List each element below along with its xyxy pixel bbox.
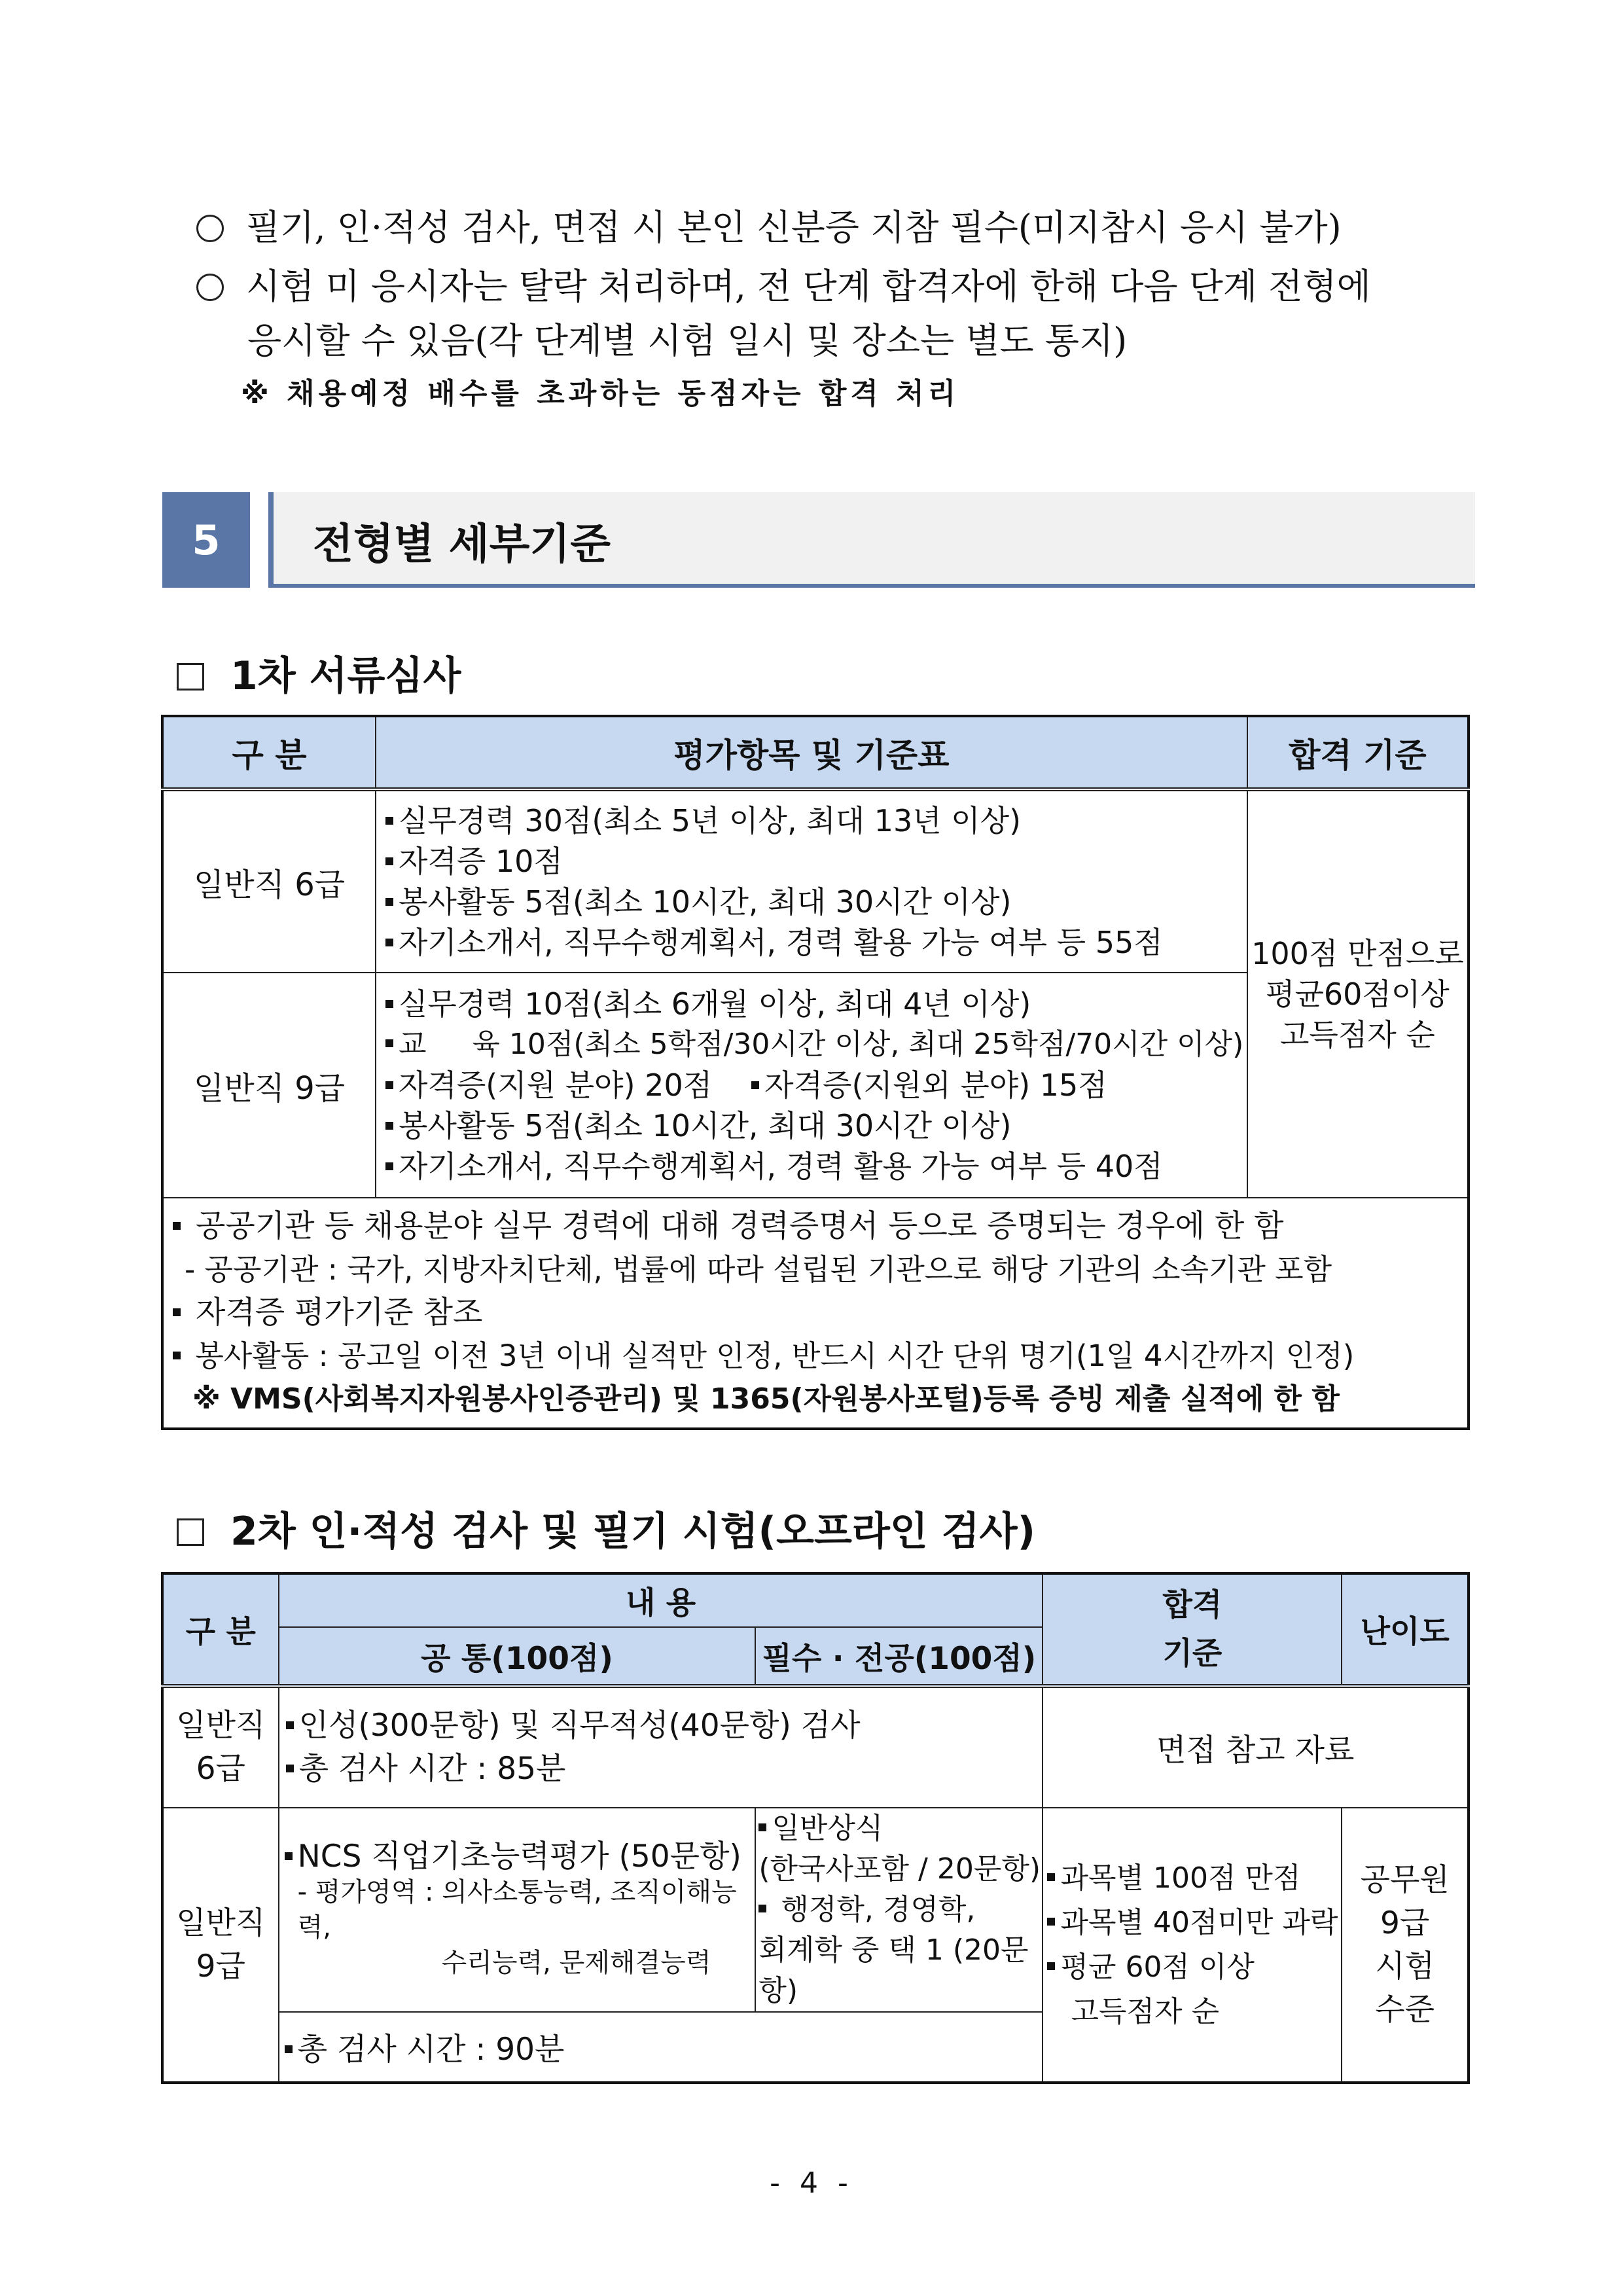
list-item: 일반상식 [758,1808,1042,1849]
grade6-items [376,789,1247,973]
grade9-common: NCS 직업기초능력평가 (50문항) - 평가영역 : 의사소통능력, 조직이해능력, 수리능력, 문제해결능력 [279,1808,756,2012]
note-item: 자격증 평가기준 참조 [173,1291,1458,1335]
section-title: 전형별 세부기준 [313,520,611,569]
grade9-pass: 과목별 100점 만점 과목별 40점미만 과락 평균 60점 이상 고득점자 순 [1043,1808,1342,2083]
section-underline [268,584,1475,588]
list-item: 봉사활동 5점(최소 10시간, 최대 30시간 이상) [385,882,1247,922]
header-difficulty: 난이도 [1342,1573,1469,1686]
header-content: 내 용 [279,1573,1043,1627]
grade9-label: 일반직 9급 [162,973,376,1198]
list-item: 자격증(지원 분야) 20점 자격증(지원외 분야) 15점 [385,1065,1247,1105]
header-pass: 합격 기준 [1247,716,1469,789]
list-item: 교 육 10점(최소 5학점/30시간 이상, 최대 25학점/70시간 이상) [385,1024,1247,1065]
grade6-content [279,1686,1043,1808]
list-item: 과목별 100점 만점 [1047,1856,1341,1901]
header-major: 필수 · 전공(100점) [755,1627,1043,1686]
grade6-label: 일반직 6급 [162,1686,279,1808]
list-item: 자기소개서, 직무수행계획서, 경력 활용 가능 여부 등 40점 [385,1146,1247,1187]
grade9-difficulty: 공무원 9급 시험 수준 [1342,1808,1469,2083]
list-item: 실무경력 10점(최소 6개월 이상, 최대 4년 이상) [385,984,1247,1024]
bullet-absence-rule-cont: 응시할 수 있음(각 단계별 시험 일시 및 장소는 별도 통지) [247,320,1128,361]
square-bullet-icon [177,1518,204,1546]
circle-bullet-icon [196,274,224,301]
list-item: 자격증 10점 [385,841,1247,882]
header-gubun: 구 분 [162,716,376,789]
header-common: 공 통(100점) [279,1627,756,1686]
grade6-pass: 면접 참고 자료 [1043,1686,1469,1808]
list-item: 봉사활동 5점(최소 10시간, 최대 30시간 이상) [385,1105,1247,1146]
header-items: 평가항목 및 기준표 [376,716,1247,789]
list-item: 행정학, 경영학, [758,1890,1042,1930]
grade9-label: 일반직 9급 [162,1808,279,2083]
list-item: NCS 직업기초능력평가 (50문항) [285,1839,755,1874]
stage1-notes [162,1198,1469,1429]
grade9-major: 일반상식 (한국사포함 / 20문항) 행정학, 경영학, 회계학 중 택 1 (20문항) [755,1808,1043,2012]
stage2-table [161,1572,1470,2084]
square-bullet-icon [177,663,204,691]
stage2-heading: 2차 인·적성 검사 및 필기 시험(오프라인 검사) [177,1500,1035,1556]
header-pass: 합격 기준 [1043,1573,1342,1686]
circle-bullet-icon [196,215,224,242]
header-gubun: 구 분 [162,1573,279,1686]
list-item: 인성(300문항) 및 직무적성(40문항) 검사 [286,1704,1043,1748]
pass-criteria: 100점 만점으로 평균60점이상 고득점자 순 [1247,789,1469,1198]
section-number: 5 [162,492,250,588]
note-item: 봉사활동 : 공고일 이전 3년 이내 실적만 인정, 반드시 시간 단위 명기(1일 4시간까지 인정) [173,1335,1458,1378]
tie-note: ※ 채용예정 배수를 초과하는 동점자는 합격 처리 [241,377,960,410]
note-item: - 공공기관 : 국가, 지방자치단체, 법률에 따라 설립된 기관으로 해당 기관의 소속기관 포함 [185,1252,1332,1287]
bullet-absence-rule: 시험 미 응시자는 탈락 처리하며, 전 단계 합격자에 한해 다음 단계 전형에 [196,259,1371,309]
list-item: 실무경력 30점(최소 5년 이상, 최대 13년 이상) [385,800,1247,841]
list-item: 총 검사 시간 : 85분 [286,1748,1043,1791]
bullet-id-required: 필기, 인·적성 검사, 면접 시 본인 신분증 지참 필수(미지참시 응시 불가) [196,200,1342,250]
grade6-label: 일반직 6급 [162,789,376,973]
page-number: - 4 - [770,2166,853,2200]
grade9-items [376,973,1247,1198]
stage1-table [161,715,1470,1430]
note-item: 공공기관 등 채용분야 실무 경력에 대해 경력증명서 등으로 증명되는 경우에 한 함 [173,1205,1458,1248]
stage1-heading: 1차 서류심사 [177,645,461,701]
list-item: 평균 60점 이상 [1047,1945,1341,1990]
grade9-time: 총 검사 시간 : 90분 [279,2012,1043,2083]
note-item: ※ VMS(사회복지자원봉사인증관리) 및 1365(자원봉사포털)등록 증빙 제출 실적에 한 함 [192,1382,1340,1416]
list-item: 자기소개서, 직무수행계획서, 경력 활용 가능 여부 등 55점 [385,922,1247,963]
list-item: 과목별 40점미만 과락 [1047,1901,1341,1945]
